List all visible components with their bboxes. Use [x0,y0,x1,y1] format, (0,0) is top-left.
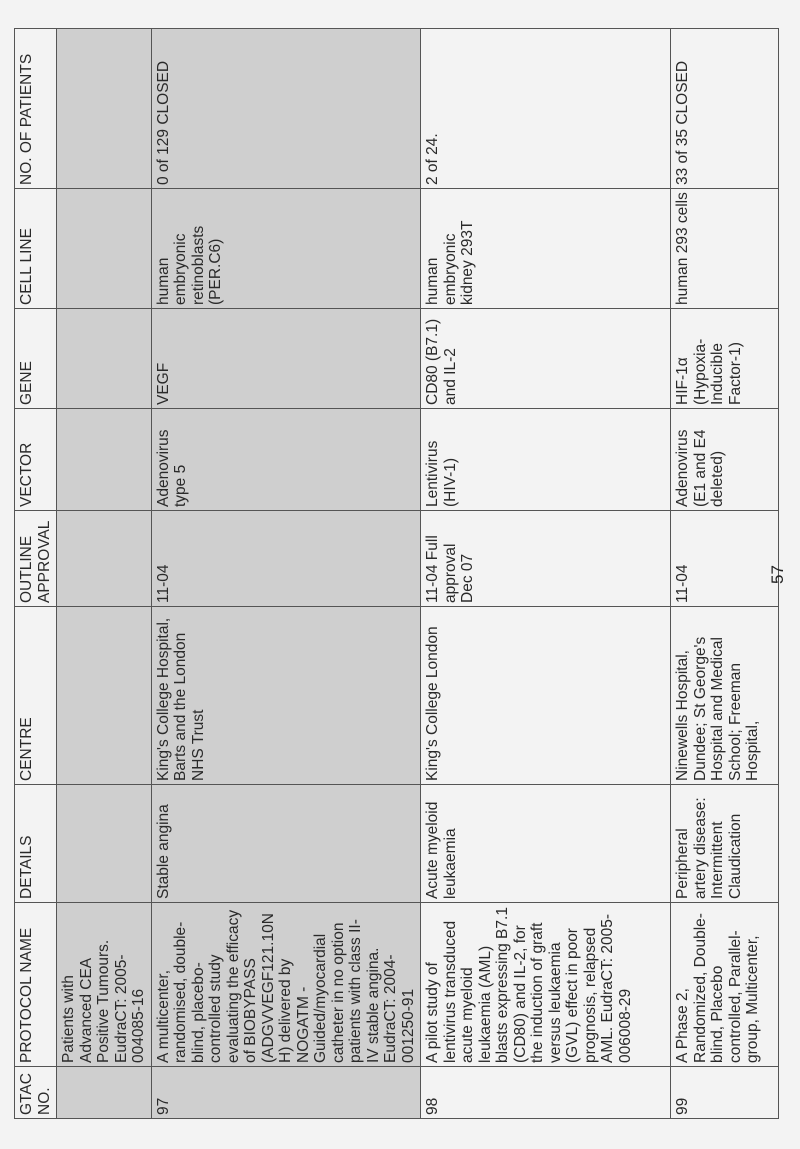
col-protocol-name: PROTOCOL NAME [15,903,57,1067]
col-vector: VECTOR [15,409,57,511]
cell-centre [57,607,152,785]
cell-approval: 11-04 [671,511,779,607]
table-row [421,29,671,1119]
cell-patients: 0 of 129 CLOSED [151,29,421,189]
cell-gene: CD80 (B7.1) and IL-2 [421,309,671,409]
cell-patients: 2 of 24. [421,29,671,189]
header-row [15,29,57,1119]
gene-therapy-register-table [14,28,779,1119]
cell-approval: 11-04 [151,511,421,607]
table-row [57,29,152,1119]
cell-cell-line: human embryonic retinoblasts (PER.C6) [151,189,421,309]
page-number: 57 [768,565,787,584]
col-gene: GENE [15,309,57,409]
cell-patients: 33 of 35 CLOSED [671,29,779,189]
table-row [671,29,779,1119]
col-details: DETAILS [15,785,57,903]
cell-centre: King's College London [421,607,671,785]
cell-vector: Adenovirus (E1 and E4 deleted) [671,409,779,511]
cell-patients [57,29,152,189]
cell-protocol: A multicenter, randomised, double-blind, placebo-controlled study evaluating the efficacy of BIOBYPASS (ADGVVEGF121.10NH) delivered by NOGATM - Guided/myocardial catheter in no option patients with class II-IV stable angina. EudraCT: 2004-001250-91 [151,903,421,1067]
col-outline-approval: OUTLINE APPROVAL [15,511,57,607]
cell-details [57,785,152,903]
col-no-of-patients: NO. OF PATIENTS [15,29,57,189]
cell-gene: HIF-1α (Hypoxia-Inducible Factor-1) [671,309,779,409]
col-cell-line: CELL LINE [15,189,57,309]
cell-vector: Adenovirus type 5 [151,409,421,511]
cell-gene: VEGF [151,309,421,409]
cell-cell-line [57,189,152,309]
col-gtac-no: GTAC NO. [15,1067,57,1119]
cell-cell-line: human 293 cells [671,189,779,309]
cell-gtac: 98 [421,1067,671,1119]
cell-details: Acute myeloid leukaemia [421,785,671,903]
cell-protocol: A pilot study of lentivirus transduced acute myeloid leukaemia (AML) blasts expressing B7.1 (CD80) and IL-2, for the induction of graft versus leukaemia (GVL) effect in poor prognosis, relapsed AML. EudraCT: 2005-006008-29 [421,903,671,1067]
cell-protocol: Patients with Advanced CEA Positive Tumours. EudraCT: 2005-004085-16 [57,903,152,1067]
col-centre: CENTRE [15,607,57,785]
cell-gtac: 97 [151,1067,421,1119]
cell-gtac [57,1067,152,1119]
cell-vector [57,409,152,511]
cell-vector: Lentivirus (HIV-1) [421,409,671,511]
cell-cell-line: human embryonic kidney 293T [421,189,671,309]
cell-gtac: 99 [671,1067,779,1119]
cell-centre: King's College Hospital, Barts and the London NHS Trust [151,607,421,785]
cell-approval: 11-04 Full approval Dec 07 [421,511,671,607]
cell-details: Peripheral artery disease: Intermittent Claudication [671,785,779,903]
cell-details: Stable angina [151,785,421,903]
table-row [151,29,421,1119]
cell-approval [57,511,152,607]
cell-protocol: A Phase 2, Randomized, Double-blind, Placebo controlled, Parallel-group, Multicenter, [671,903,779,1067]
cell-gene [57,309,152,409]
cell-centre: Ninewells Hospital, Dundee; St George's Hospital and Medical School; Freeman Hospital, [671,607,779,785]
